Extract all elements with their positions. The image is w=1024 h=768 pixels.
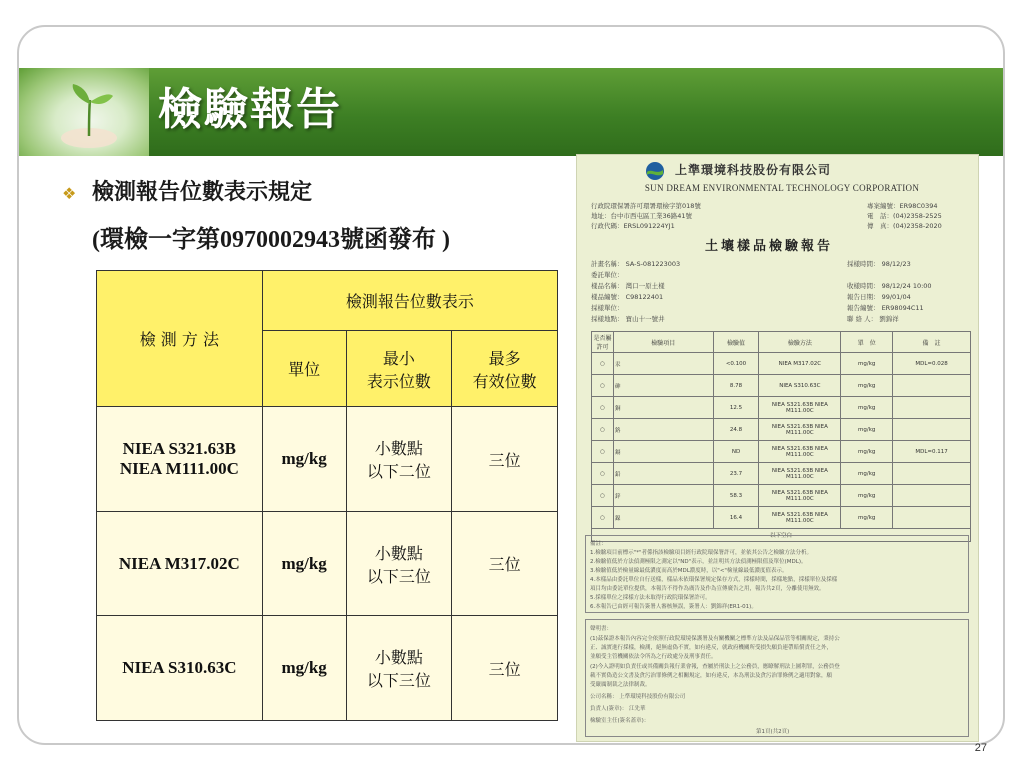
table-row bbox=[97, 407, 558, 512]
table-row bbox=[97, 512, 558, 616]
table-row: ○ 砷 8.78 NIEA S310.63C mg/kg bbox=[592, 375, 971, 397]
max-digits-cell: 三位 bbox=[452, 512, 558, 616]
report-info: 採樣時間： 98/12/23 bbox=[847, 260, 911, 268]
max-digits-cell: 三位 bbox=[452, 616, 558, 721]
unit-header: 單位 bbox=[262, 331, 346, 407]
soil-test-report-image bbox=[576, 154, 979, 742]
table-row: ○ 鉛 23.7 NIEA S321.63B NIEA M111.00C mg/kg bbox=[592, 463, 971, 485]
method-header: 檢 測 方 法 bbox=[97, 271, 263, 407]
table-row: ○ 銅 12.5 NIEA S321.63B NIEA M111.00C mg/kg bbox=[592, 397, 971, 419]
end-marker: 以下空白 bbox=[592, 529, 971, 542]
report-info: 報告編號： ER98094C11 bbox=[847, 304, 924, 312]
report-info: 樣品名稱： 灣口一原土樣 bbox=[591, 282, 665, 290]
table-row: ○ 鋅 58.3 NIEA S321.63B NIEA M111.00C mg/kg bbox=[592, 485, 971, 507]
report-company-name: 上準環境科技股份有限公司 bbox=[675, 163, 832, 177]
report-company-name-en: SUN DREAM ENVIRONMENTAL TECHNOLOGY CORPORATION bbox=[644, 183, 920, 193]
min-digits-cell: 小數點 以下三位 bbox=[346, 616, 452, 721]
report-info: 樣品編號： C98122401 bbox=[591, 293, 664, 301]
report-header-right: 電 話：(04)2358-2525 bbox=[867, 212, 942, 220]
report-info: 採樣單位： bbox=[591, 304, 624, 312]
report-info: 收樣時間： 98/12/24 10:00 bbox=[847, 282, 932, 290]
report-info: 委託單位： bbox=[591, 271, 624, 279]
report-title: 土壤樣品檢驗報告 bbox=[705, 239, 834, 254]
report-page-label: 第1頁(共2頁) bbox=[756, 729, 790, 735]
method-cell: NIEA S310.63C bbox=[97, 616, 263, 721]
report-header-left: 行政代碼：ERSL091224YJ1 bbox=[591, 222, 675, 230]
method-cell: NIEA M317.02C bbox=[97, 512, 263, 616]
table-row: ○ 鉻 24.8 NIEA S321.63B NIEA M111.00C mg/kg bbox=[592, 419, 971, 441]
company-logo-icon bbox=[645, 161, 665, 181]
digits-header: 檢測報告位數表示 bbox=[262, 271, 557, 331]
section-heading: 檢測報告位數表示規定 bbox=[92, 179, 313, 205]
unit-cell: mg/kg bbox=[262, 407, 346, 512]
max-digits-header: 最多 有效位數 bbox=[452, 331, 558, 407]
page-title: 檢驗報告 bbox=[158, 84, 342, 135]
diamond-bullet-icon: ❖ bbox=[62, 184, 77, 203]
report-notes: 備註： 1.檢驗項目前標示"*"者係指該檢驗項目經行政院環保署許可，並依其公告之檢驗方法分析。 2.檢驗值低於方法偵測極限之測定以"ND"表示，並註明其方法偵測極限值及單位(MDL)。 3.檢驗值低於檢量線最低濃度而高於MDL濃度時，以"<"檢量線最低濃度值表示。 4.本樣品由委託單位自行送樣，樣品未依環保署規定保存方式，採樣時間，採樣地點，採樣單位及採樣 項目均由委託單位提供，本報告不得作為廣告及作為宣傳廣告之用，報告共2頁，分離使用無效。 5.採樣單位之採樣方法未取得行政院環保署許可。 6.本報告已由經可報告簽署人審核無誤，簽署人：劉錦祥(ER1-01)。 bbox=[585, 535, 969, 613]
page-number: 27 bbox=[974, 742, 987, 754]
report-results-table: 是否屬許可 檢驗項目 檢驗值 檢驗方法 單 位 備 註 ○ 汞 <0.100 NIEA M317.02C mg/kg MDL=0.028 ○ 砷 8.78 NIEA S310.63C mg/kg ○ 銅 12.5 NIEA S321.63B NIEA M111.00C mg/kg ○ 鉻 24.8 NIEA S321.63B NIEA M111.00C mg/kg ○ 鎘 ND NIEA S321.63B NIEA M111.00C mg/kg MDL=0.117 ○ 鉛 23.7 NIEA S321.63B NIEA M111.00C mg/kg ○ 鋅 58.3 NIEA S321.63B NIEA M111.00C mg/kg ○ 鎳 16.4 NIEA S321.63B NIEA M111.00C mg/kg 以下空白 bbox=[591, 331, 971, 542]
report-info: 聯 絡 人： 劉錦祥 bbox=[847, 315, 899, 323]
report-info: 採樣地點： 寶山十一號井 bbox=[591, 315, 665, 323]
min-digits-header: 最小 表示位數 bbox=[346, 331, 452, 407]
report-info: 報告日期： 99/01/04 bbox=[847, 293, 911, 301]
report-declaration: 聲明書： (1)茲保證本報告內容完全依照行政院環境保護署及有關機關之標準方法及品保品管等相關規定，秉持公 正、誠實進行採樣，檢測，絕無虛偽不實，如有違反，就政府機關所受損失願負連帶賠償責任之外， 並願受主管機關依法令所為之行政處分及刑事責任。 (2)今入證明如負責任或其備關負報行業會報，查屬於刑法上之公務員，應瞭解刑法上圖利罪，公務員登 載不實偽造公文書及貪污治罪條例之相關規定，如有違反，本為刑法及貪污治罪條例之適用對象，願 受嚴厲制裁之法律制裁。 公司名稱： 上準環境科技股份有限公司 負責人(簽章)： 江先華 檢驗室主任(簽名蓋章)： 第1頁(共2頁) bbox=[585, 619, 969, 737]
table-row: ○ 汞 <0.100 NIEA M317.02C mg/kg MDL=0.028 bbox=[592, 353, 971, 375]
report-header-left: 行政院環保署許可環署環檢字第018號 bbox=[591, 202, 701, 210]
min-digits-cell: 小數點 以下二位 bbox=[346, 407, 452, 512]
unit-cell: mg/kg bbox=[262, 512, 346, 616]
unit-cell: mg/kg bbox=[262, 616, 346, 721]
max-digits-cell: 三位 bbox=[452, 407, 558, 512]
report-header-right: 傳 真：(04)2358-2020 bbox=[867, 222, 942, 230]
report-header-left: 地址：台中市西屯區工業36路41號 bbox=[591, 212, 693, 220]
table-row: ○ 鎳 16.4 NIEA S321.63B NIEA M111.00C mg/kg bbox=[592, 507, 971, 529]
table-row: ○ 鎘 ND NIEA S321.63B NIEA M111.00C mg/kg MDL=0.117 bbox=[592, 441, 971, 463]
table-row bbox=[97, 616, 558, 721]
min-digits-cell: 小數點 以下三位 bbox=[346, 512, 452, 616]
digits-spec-table bbox=[96, 270, 558, 721]
seedling-in-hands-image bbox=[19, 68, 149, 156]
section-subheading: (環檢一字第0970002943號函發布 ) bbox=[92, 227, 450, 253]
report-header-right: 專案編號：ER98C0394 bbox=[867, 202, 938, 210]
report-info: 計畫名稱： SA-S-081223003 bbox=[591, 260, 681, 268]
method-cell: NIEA S321.63B NIEA M111.00C bbox=[97, 407, 263, 512]
